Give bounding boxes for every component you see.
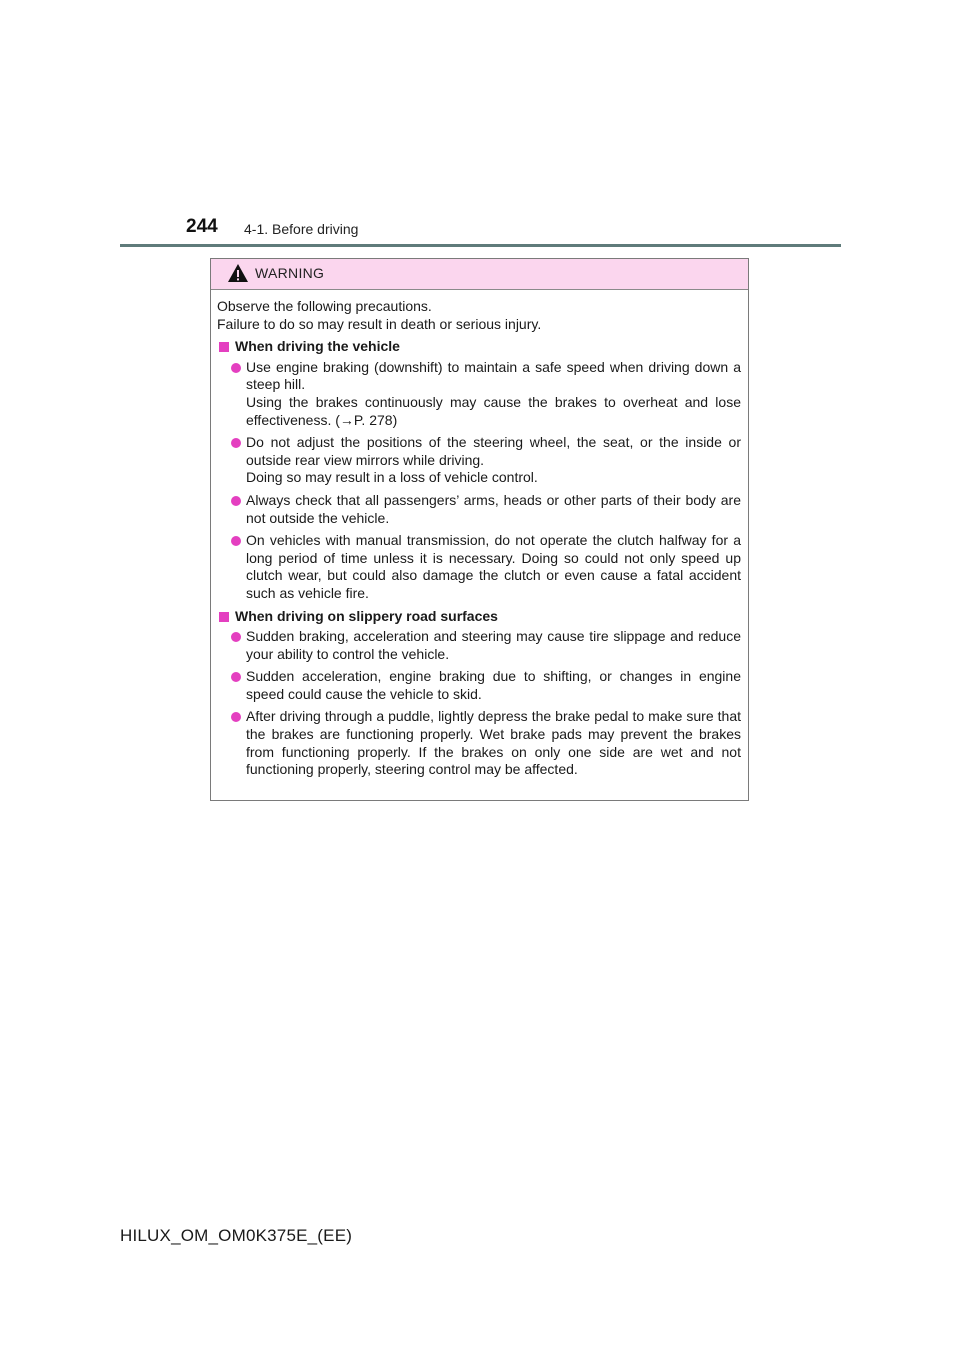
intro-line: Failure to do so may result in death or serious injury. [217,315,542,332]
list-item [217,708,741,778]
square-bullet-icon [219,612,229,622]
subheading-driving [217,338,741,356]
list-item-text: Using the brakes continuously may cause the brakes to overheat and lose effectiveness. (→P. 278) [246,393,741,428]
list-item-text: Sudden acceleration, engine braking due to shifting, or changes in engine speed could cause the vehicle to skid. [246,668,741,702]
list-item-text: After driving through a puddle, lightly depress the brake pedal to make sure that the brakes are functioning properly. Wet brake pads may prevent the brakes from functioning properly. If the brakes on only one side are wet and not functioning properly, steering control may be affected. [246,708,741,778]
list-item [217,668,741,703]
section-title: 4-1. Before driving [244,221,359,237]
list-item-text: Sudden braking, acceleration and steering may cause tire slippage and reduce your ability to control the vehicle. [246,628,741,662]
document-code: HILUX_OM_OM0K375E_(EE) [120,1226,353,1245]
warning-header [211,259,748,290]
round-bullet-icon [231,363,241,373]
warning-label: WARNING [255,265,325,281]
list-item [217,532,741,602]
subheading-slippery [217,608,741,626]
list-item-text: Doing so may result in a loss of vehicle control. [246,469,538,486]
list-item-text: Do not adjust the positions of the steering wheel, the seat, or the inside or outside rear view mirrors while driving. [246,434,741,468]
intro-line: Observe the following precautions. [217,298,432,314]
round-bullet-icon [231,672,241,682]
list-item [217,492,741,527]
warning-box [210,258,749,801]
warning-body [211,290,748,779]
round-bullet-icon [231,632,241,642]
round-bullet-icon [231,536,241,546]
round-bullet-icon [231,438,241,448]
square-bullet-icon [219,342,229,352]
list-item [217,628,741,663]
warning-triangle-icon [227,263,249,283]
round-bullet-icon [231,712,241,722]
round-bullet-icon [231,496,241,506]
header-rule [120,244,841,247]
subheading-text: When driving the vehicle [235,338,400,355]
list-item-text: Use engine braking (downshift) to maintain a safe speed when driving down a steep hill. [246,358,741,393]
list-item-text: Always check that all passengers’ arms, heads or other parts of their body are not outside the vehicle. [246,491,741,526]
list-item [217,359,741,429]
warning-intro [217,298,741,333]
subheading-text: When driving on slippery road surfaces [235,607,498,624]
page-number: 244 [186,216,218,237]
list-item-text: On vehicles with manual transmission, do not operate the clutch halfway for a long period of time unless it is necessary. Doing so could not only speed up clutch wear, but could also damage the clutch or even cause a fatal accident such as vehicle fire. [246,532,741,601]
list-item [217,434,741,487]
